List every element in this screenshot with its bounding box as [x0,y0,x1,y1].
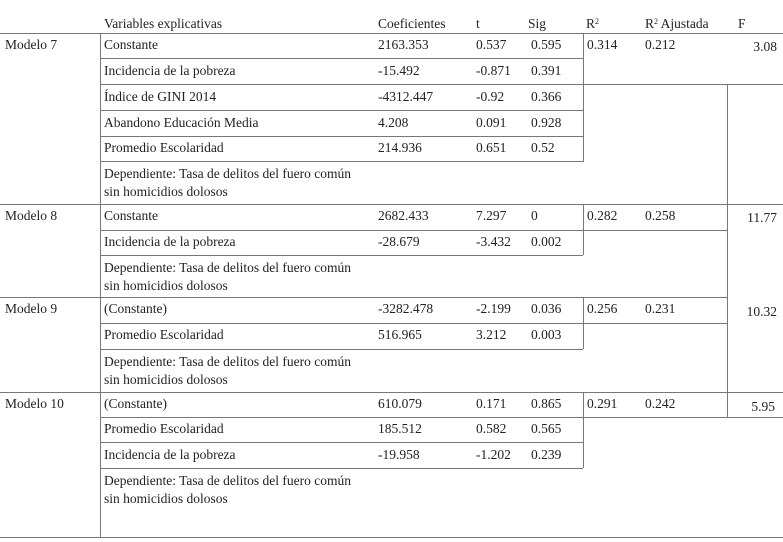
variable-cell: Promedio Escolaridad [104,140,224,155]
t-cell: -2.199 [476,301,511,316]
row-rule [583,230,727,231]
header-r2-base: R [586,16,596,31]
row-rule [583,417,783,418]
header-sig: Sig [528,16,547,31]
column-rule-r2 [583,297,584,349]
sig-cell: 0.865 [531,396,562,411]
model-rule [0,297,727,298]
model-label: Modelo 10 [5,396,64,411]
row-rule [583,323,727,324]
model-label: Modelo 7 [5,37,58,52]
sig-cell: 0.002 [531,234,562,249]
header-r2-sup: 2 [595,17,600,26]
sig-cell: 0 [531,208,538,223]
t-cell: 0.537 [476,37,507,52]
sig-cell: 0.565 [531,421,562,436]
header-t: t [476,16,480,31]
model-rule [0,204,783,205]
r2-cell: 0.282 [587,208,618,223]
dependent-note: sin homicidios dolosos [104,184,228,199]
sig-cell: 0.036 [531,301,562,316]
t-cell: 0.171 [476,396,507,411]
coef-cell: -4312.447 [378,89,434,104]
variable-cell: Incidencia de la pobreza [104,234,236,249]
column-rule-r2 [583,204,584,255]
dependent-note: Dependiente: Tasa de delitos del fuero común [104,473,351,488]
variable-cell: Constante [104,37,158,52]
coef-cell: -3282.478 [378,301,434,316]
row-rule [100,84,583,85]
model-label: Modelo 8 [5,208,58,223]
t-cell: -0.871 [476,63,511,78]
column-rule-r2 [583,33,584,162]
t-cell: 0.582 [476,421,507,436]
row-rule [100,323,583,324]
r2adj-cell: 0.212 [645,37,676,52]
t-cell: -3.432 [476,234,511,249]
t-cell: 0.091 [476,115,507,130]
sig-cell: 0.595 [531,37,562,52]
row-rule [100,58,583,59]
t-cell: 0.651 [476,140,507,155]
row-rule [100,136,583,137]
t-cell: 3.212 [476,327,507,342]
sig-cell: 0.366 [531,89,562,104]
sig-cell: 0.239 [531,447,562,462]
r2adj-cell: 0.258 [645,208,676,223]
dependent-note: Dependiente: Tasa de delitos del fuero común [104,260,351,275]
coef-cell: 610.079 [378,396,422,411]
coef-cell: -28.679 [378,234,420,249]
header-coeficientes: Coeficientes [378,16,446,31]
dependent-note: Dependiente: Tasa de delitos del fuero común [104,166,351,181]
row-rule [100,468,583,469]
coef-cell: 2682.433 [378,208,429,223]
header-rule [0,33,783,34]
header-r2adj-base: R [645,16,655,31]
variable-cell: Constante [104,208,158,223]
column-rule-f [727,84,728,417]
header-r2adj-sup: 2 [654,17,659,26]
header-variables: Variables explicativas [104,16,223,31]
row-rule [100,161,583,162]
r2-cell: 0.314 [587,37,618,52]
column-rule-variables [100,33,101,537]
f-cell: 5.95 [751,399,775,414]
dependent-note: sin homicidios dolosos [104,278,228,293]
coef-cell: 185.512 [378,421,422,436]
coef-cell: 214.936 [378,140,422,155]
sig-cell: 0.391 [531,63,562,78]
coef-cell: -19.958 [378,447,420,462]
sig-cell: 0.003 [531,327,562,342]
variable-cell: (Constante) [104,301,167,316]
r2-cell: 0.256 [587,301,618,316]
header-r2 [586,16,599,32]
r2adj-cell: 0.242 [645,396,676,411]
variable-cell: Índice de GINI 2014 [104,89,217,104]
table-bottom-rule [0,537,783,538]
coef-cell: 4.208 [378,115,409,130]
header-r2adj-rest: Ajustada [658,16,709,31]
variable-cell: Promedio Escolaridad [104,327,224,342]
t-cell: 7.297 [476,208,507,223]
variable-cell: Abandono Educación Media [104,115,259,130]
row-rule [100,110,583,111]
r2adj-cell: 0.231 [645,301,676,316]
f-cell: 11.77 [747,210,777,225]
coef-cell: -15.492 [378,63,420,78]
model-label: Modelo 9 [5,301,58,316]
coef-cell: 516.965 [378,327,422,342]
variable-cell: Promedio Escolaridad [104,421,224,436]
dependent-note: sin homicidios dolosos [104,372,228,387]
header-f: F [738,16,746,31]
dependent-note: Dependiente: Tasa de delitos del fuero común [104,354,351,369]
row-rule [583,84,783,85]
variable-cell: (Constante) [104,396,167,411]
column-rule-r2 [583,392,584,468]
model-rule [0,392,783,393]
dependent-note: sin homicidios dolosos [104,491,228,506]
sig-cell: 0.928 [531,115,562,130]
t-cell: -0.92 [476,89,505,104]
row-rule [100,417,583,418]
variable-cell: Incidencia de la pobreza [104,447,236,462]
f-cell: 3.08 [753,39,777,54]
f-cell: 10.32 [746,304,777,319]
row-rule [100,349,583,350]
sig-cell: 0.52 [531,140,555,155]
variable-cell: Incidencia de la pobreza [104,63,236,78]
t-cell: -1.202 [476,447,511,462]
row-rule [100,230,583,231]
r2-cell: 0.291 [587,396,618,411]
row-rule [100,255,583,256]
header-r2-ajustada [645,16,709,32]
coef-cell: 2163.353 [378,37,429,52]
row-rule [100,442,583,443]
